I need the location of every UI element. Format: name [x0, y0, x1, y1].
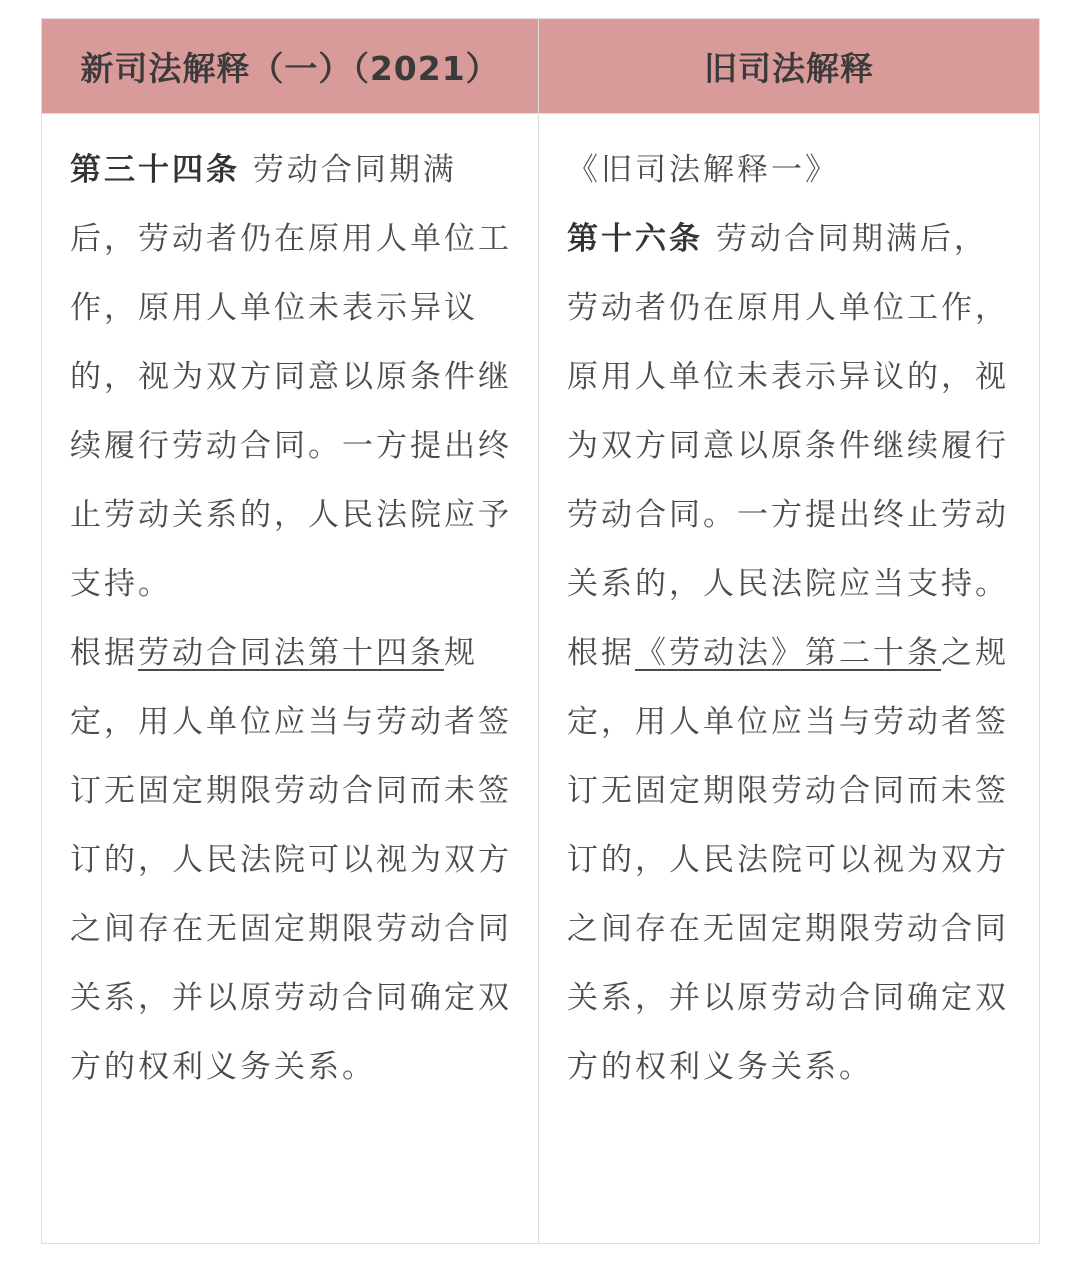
- old-article-number: 第十六条: [567, 221, 703, 257]
- new-law-reference-link[interactable]: 劳动合同法第十四条: [138, 635, 444, 671]
- new-paragraph-1: [70, 136, 512, 619]
- old-paragraph-1-body: 劳动合同期满后，劳动者仍在原用人单位工作，原用人单位未表示异议的，视为双方同意以原条件继续履行劳动合同。一方提出终止劳动关系的，人民法院应当支持。: [567, 221, 1009, 602]
- content-row: [42, 114, 1040, 1244]
- new-paragraph-2: [70, 619, 512, 1102]
- new-paragraph-1-body: 劳动合同期满后，劳动者仍在原用人单位工作，原用人单位未表示异议的，视为双方同意以原条件继续履行劳动合同。一方提出终止劳动关系的，人民法院应予支持。: [70, 152, 512, 602]
- old-law-reference-link[interactable]: 《劳动法》第二十条: [635, 635, 941, 671]
- old-paragraph-2-body: 之规定，用人单位应当与劳动者签订无固定期限劳动合同而未签订的，人民法院可以视为双方之间存在无固定期限劳动合同关系，并以原劳动合同确定双方的权利义务关系。: [567, 635, 1009, 1085]
- old-source-title: 《旧司法解释一》: [567, 152, 839, 188]
- new-paragraph-2-body: 规定，用人单位应当与劳动者签订无固定期限劳动合同而未签订的，人民法院可以视为双方之间存在无固定期限劳动合同关系，并以原劳动合同确定双方的权利义务关系。: [70, 635, 512, 1085]
- old-paragraph-2-prefix: 根据: [567, 635, 635, 671]
- old-paragraph-2: [567, 619, 1013, 1102]
- new-paragraph-2-prefix: 根据: [70, 635, 138, 671]
- header-new-interpretation: 新司法解释（一）（2021）: [42, 19, 539, 114]
- header-row: [42, 19, 1040, 114]
- old-paragraph-1: [567, 205, 1013, 619]
- cell-old-interpretation: [539, 114, 1040, 1244]
- comparison-table: [41, 18, 1040, 1244]
- new-article-number: 第三十四条: [70, 152, 240, 188]
- header-old-interpretation: 旧司法解释: [539, 19, 1040, 114]
- cell-new-interpretation: [42, 114, 539, 1244]
